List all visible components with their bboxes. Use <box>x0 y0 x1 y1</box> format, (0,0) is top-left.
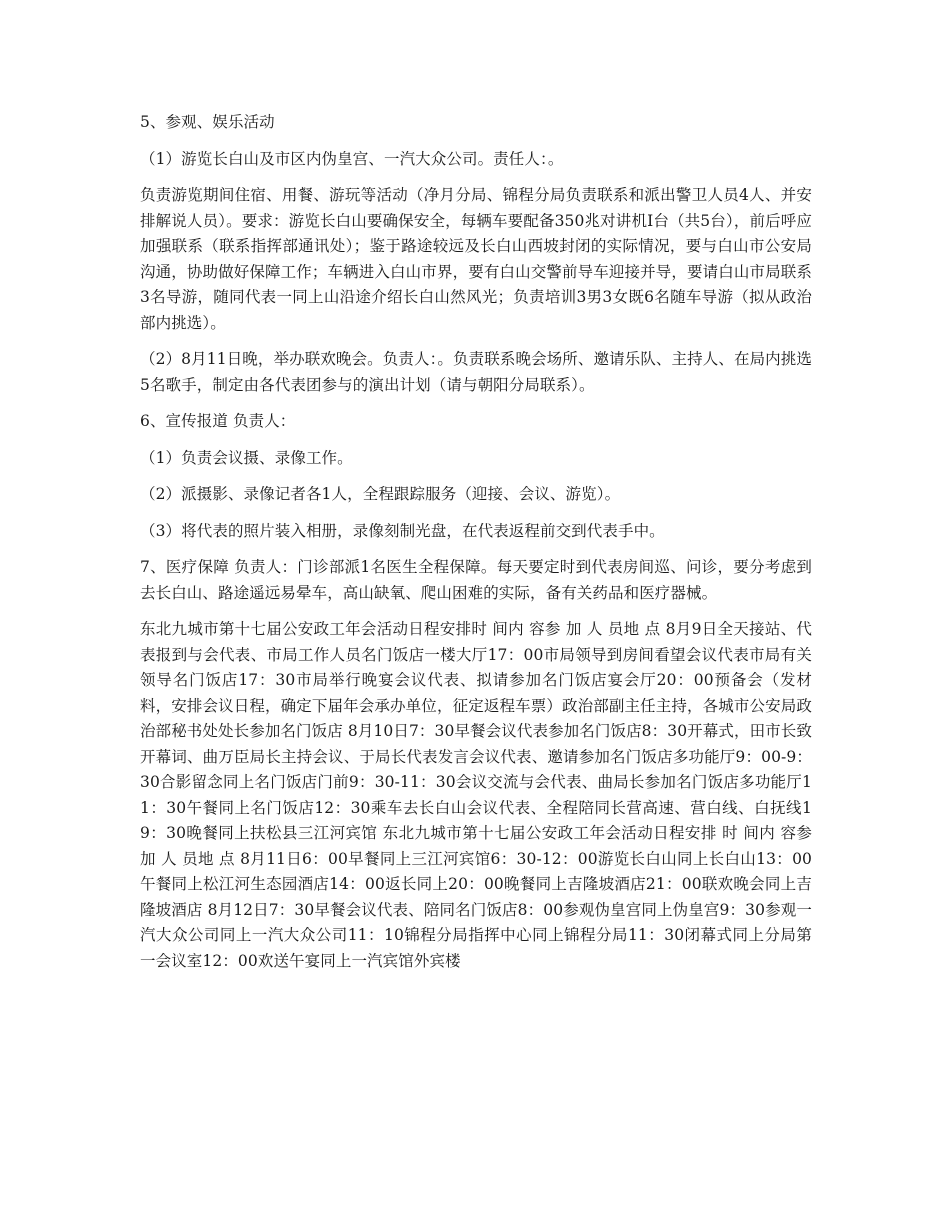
item-photo-album: （3）将代表的照片装入相册，录像刻制光盘，在代表返程前交到代表手中。 <box>140 521 665 540</box>
item-evening-party: （2）8月11日晚，举办联欢晚会。负责人：。负责联系晚会场所、邀请乐队、主持人、在局内挑选5名歌手，制定由各代表团参与的演出计划（请与朝阳分局联系）。 <box>140 350 812 394</box>
paragraph-schedule: 东北九城市第十七届公安政工年会活动日程安排时 间内 容参 加 人 员地 点 8月9日全天接站、代表报到与会代表、市局工作人员名门饭店一楼大厅17：00市局领导到房间看望会议代表市局有关领导名门饭店17：30市局举行晚宴会议代表、拟请参加名门饭店宴会厅20：00预备会（发材料，安排会议日程，确定下届年会承办单位，征定返程车票）政治部副主任主持，各城市公安局政治部秘书处处长参加名门饭店 8月10日7：30早餐会议代表参加名门饭店8：30开幕式，田市长致开幕词、曲万臣局长主持会议、于局长代表发言会议代表、邀请参加名门饭店多功能厅9：00-9：30合影留念同上名门饭店门前9：30-11：30会议交流与会代表、曲局长参加名门饭店多功能厅11：30午餐同上名门饭店12：30乘车去长白山会议代表、全程陪同长营高速、营白线、白抚线19：30晚餐同上扶松县三江河宾馆 东北九城市第十七届公安政工年会活动日程安排 时 间内 容参 加 人 员地 点 8月11日6：00早餐同上三江河宾馆6：30-12：00游览长白山同上长白山13：00午餐同上松江河生态园酒店14：00返长同上20：00晚餐同上吉隆坡酒店21：00联欢晚会同上吉隆坡酒店 8月12日7：30早餐会议代表、陪同名门饭店8：00参观伪皇宫同上伪皇宫9：30参观一汽大众公司同上一汽大众公司11：10锦程分局指挥中心同上锦程分局11：30闭幕式同上分局第一会议室12：00欢送午宴同上一汽宾馆外宾楼 <box>140 620 812 970</box>
section-medical-support: 7、医疗保障 负责人：门诊部派1名医生全程保障。每天要定时到代表房间巡、问诊，要分考虑到去长白山、路途遥远易晕车，高山缺氧、爬山困难的实际，备有关药品和医疗器械。 <box>140 558 812 602</box>
section-heading-publicity: 6、宣传报道 负责人： <box>140 412 296 430</box>
document-page <box>140 110 812 985</box>
item-sightseeing: （1）游览长白山及市区内伪皇宫、一汽大众公司。责任人：。 <box>140 149 564 168</box>
item-reporters: （2）派摄影、录像记者各1人，全程跟踪服务（迎接、会议、游览）。 <box>140 485 621 503</box>
item-photo-video: （1）负责会议摄、录像工作。 <box>140 448 353 467</box>
paragraph-sightseeing-details: 负责游览期间住宿、用餐、游玩等活动（净月分局、锦程分局负责联系和派出警卫人员4人、并安排解说人员）。要求：游览长白山要确保安全，每辆车要配备350兆对讲机I台（共5台），前后呼应加强联系（联系指挥部通讯处）；鉴于路途较远及长白山西坡封闭的实际情况，要与白山市公安局沟通，协助做好保障工作；车辆进入白山市界，要有白山交警前导车迎接并导，要请白山市局联系3名导游，随同代表一同上山沿途介绍长白山然风光；负责培训3男3女既6名随车导游（拟从政治部内挑选）。 <box>140 186 812 332</box>
section-heading-visits: 5、参观、娱乐活动 <box>140 113 275 131</box>
